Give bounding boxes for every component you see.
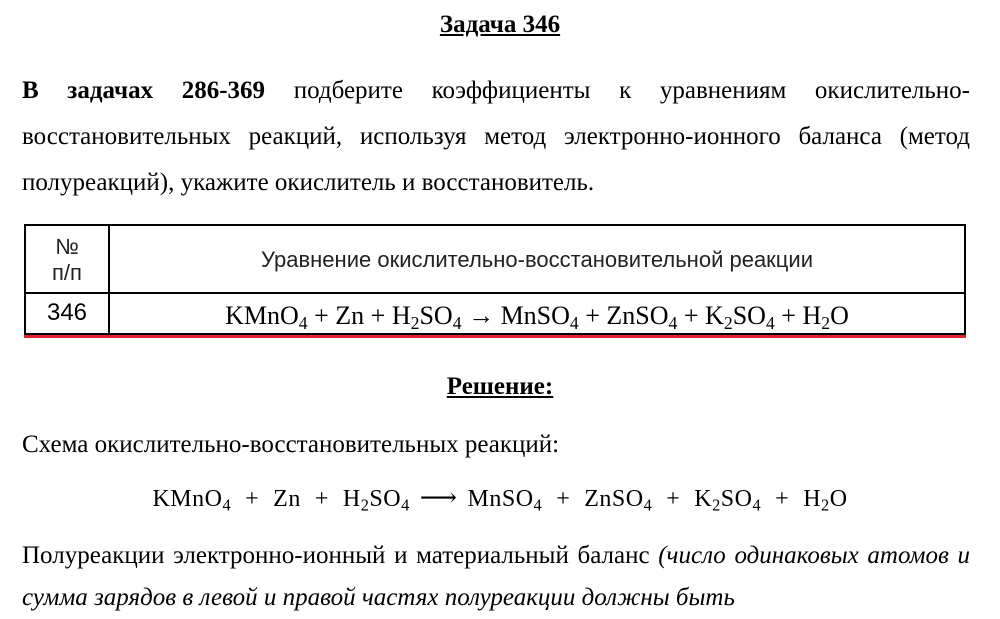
half-reactions-note: (число одинаковых атомов и сумма зарядов в левой и правой частях полуреакции должны быть [22,542,970,611]
task-instructions [22,68,970,206]
header-number-label: п/п [52,260,82,285]
scheme-label: Схема окислительно-восстановительных реакций: [22,431,560,458]
task-title: Задача 346 [439,11,561,38]
task-table [24,224,966,335]
half-reactions-paragraph [22,535,970,619]
half-reactions-text: Полуреакции электронно-ионный и материальный баланс [22,542,659,569]
header-number-symbol: № [55,234,79,259]
header-number-cell [26,226,110,292]
row-number: 346 [26,294,110,335]
reaction-equation: KMnO$_4$ + $Zn + H_2SO_4$ → MnSO$_4$ + ZnSO$_4$ + $K_2SO_4 + H_2O$ [225,301,849,333]
red-underline-divider [24,335,966,338]
task-instructions-text: подберите коэффициенты к уравнениям окислительно-восстановительных реакций, используя метод электронно-ионного баланса (метод полуреакций), укажите окислитель и восстановитель. [22,77,971,196]
table-row [26,294,964,335]
task-range-bold: В задачах 286-369 [22,77,266,104]
long-arrow-icon: ⟶ [419,483,458,512]
solution-title: Решение: [446,373,554,400]
header-equation-cell: Уравнение окислительно-восстановительной реакции [261,247,813,272]
reaction-arrow-icon: → [468,301,495,330]
reaction-scheme: KMnO$_4$ + $Zn + H_2SO_4$ ⟶ MnSO$_4$ + ZnSO$_4$ + $K_2SO_4 + H_2O$ [0,480,1000,517]
table-header-row [26,226,964,294]
